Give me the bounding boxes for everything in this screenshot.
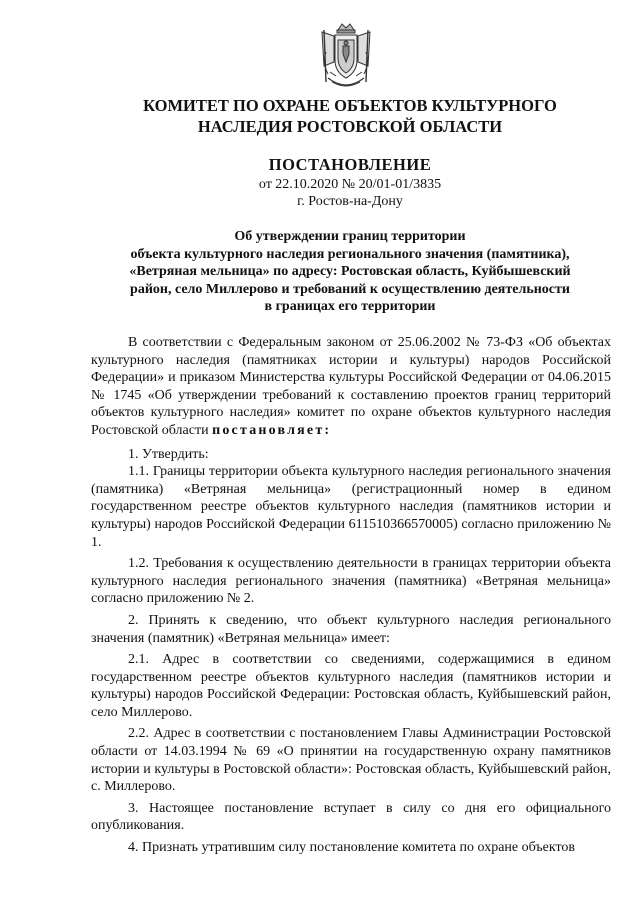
decree-word: постановляет: (212, 422, 332, 438)
clause-2: 2. Принять к сведению, что объект культурного наследия регионального значения (памятник) «Ветряная мельница» имеет: (91, 612, 611, 646)
subject-line-3: «Ветряная мельница» по адресу: Ростовская область, Куйбышевский (129, 264, 571, 280)
clause-1-2: 1.2. Требования к осуществлению деятельности в границах территории объекта культурного наследия регионального значения (памятника) «Ветряная мельница» согласно приложению № 2. (91, 556, 611, 607)
organization-title (60, 95, 640, 137)
subject-line-2: объекта культурного наследия регионального значения (памятника), (130, 246, 570, 262)
org-title-line-1: КОМИТЕТ ПО ОХРАНЕ ОБЪЕКТОВ КУЛЬТУРНОГО (143, 96, 557, 115)
document-subject (90, 228, 610, 316)
clause-3: 3. Настоящее постановление вступает в силу со дня его официального опубликования. (91, 800, 611, 834)
subject-line-5: в границах его территории (264, 299, 436, 315)
document-city: г. Ростов-на-Дону (297, 194, 403, 209)
document-date-number: от 22.10.2020 № 20/01-01/3835 (258, 177, 442, 192)
clause-1: 1. Утвердить: (128, 446, 209, 462)
subject-line-1: Об утверждении границ территории (234, 229, 466, 244)
document-type-heading: ПОСТАНОВЛЕНИЕ (268, 155, 432, 174)
preamble-text: В соответствии с Федеральным законом от 25.06.2002 № 73-ФЗ «Об объектах культурного наследия (памятниках истории и культуры) народов Российской Федерации» и приказом Министерства культуры Российской Федерации от 04.06.2015 № 1745 «Об утверждении требований к составлению проектов границ территорий объектов культурного наследия» комитет по охране объектов культурного наследия Ростовской области (91, 335, 611, 438)
coat-of-arms-icon (318, 22, 374, 94)
clause-4: 4. Признать утратившим силу постановление комитета по охране объектов (128, 840, 576, 856)
subject-line-4: район, село Миллерово и требований к осуществлению деятельности (130, 281, 570, 297)
preamble-paragraph (91, 334, 611, 440)
clause-2-1: 2.1. Адрес в соответствии со сведениями, содержащимися в едином государственном реестре объектов культурного наследия (памятников истории и культуры) народов Российской Федерации: Ростовская область, Куйбышевский район, село Миллерово. (91, 652, 611, 720)
document-body (91, 334, 611, 861)
org-title-line-2: НАСЛЕДИЯ РОСТОВСКОЙ ОБЛАСТИ (197, 117, 503, 136)
clause-2-2: 2.2. Адрес в соответствии с постановлением Главы Администрации Ростовской области от 14.03.1994 № 69 «О принятии на государственную охрану памятников истории и культуры в Ростовской области»: Ростовская область, Куйбышевский район, с. Миллерово. (91, 726, 611, 795)
clause-1-1: 1.1. Границы территории объекта культурного наследия регионального значения (памятника) «Ветряная мельница» (регистрационный номер в едином государственном реестре объектов культурного наследия (памятников истории и культуры) народов Российской Федерации 611510366570005) согласно приложению № 1. (91, 464, 611, 550)
